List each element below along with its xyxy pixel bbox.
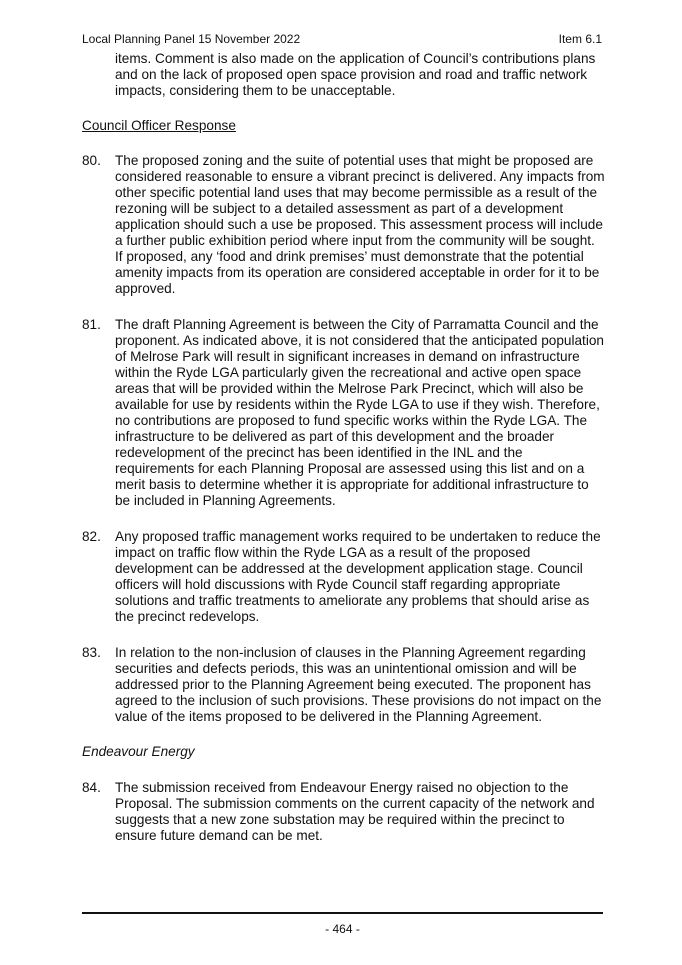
footer-divider bbox=[82, 912, 603, 914]
paragraph-number: 82. bbox=[82, 529, 101, 544]
paragraph-text: Any proposed traffic management works required to be undertaken to reduce the impact on traffic flow within the Ryde LGA as a result of the proposed development can be addressed at the development application stage. Council officers will hold discussions with Ryde Council staff regarding appropriate solutions and traffic treatments to ameliorate any problems that should arise as the precinct redevelops. bbox=[115, 529, 601, 624]
council-officer-response-heading: Council Officer Response bbox=[82, 118, 236, 133]
paragraph-number: 83. bbox=[82, 645, 101, 660]
header-meeting: Local Planning Panel 15 November 2022 bbox=[82, 32, 301, 46]
document-body bbox=[82, 51, 605, 844]
continuation-paragraph: items. Comment is also made on the application of Council’s contributions plans and on the lack of proposed open space provision and road and traffic network impacts, considering them to be unacceptable. bbox=[115, 51, 596, 98]
paragraph-number: 80. bbox=[82, 153, 101, 168]
paragraph-text: The draft Planning Agreement is between the City of Parramatta Council and the proponent. As indicated above, it is not considered that the anticipated population of Melrose Park will result in significant increases in demand on infrastructure within the Ryde LGA particularly given the recreational and active open space areas that will be provided within the Melrose Park Precinct, which will also be available for use by residents within the Ryde LGA to use if they wish. Therefore, no contributions are proposed to fund specific works within the Ryde LGA. The infrastructure to be delivered as part of this development and the broader redevelopment of the precinct has been identified in the INL and the requirements for each Planning Proposal are assessed using this list and on a merit basis to determine whether it is appropriate for additional infrastructure to be included in Planning Agreements. bbox=[115, 317, 604, 508]
paragraph-text: The proposed zoning and the suite of potential uses that might be proposed are considered reasonable to ensure a vibrant precinct is delivered. Any impacts from other specific potential land uses that may become permissible as a result of the rezoning will be subject to a detailed assessment as part of a development application should such a use be proposed. This assessment process will include a further public exhibition period where input from the community will be sought. If proposed, any ‘food and drink premises’ must demonstrate that the potential amenity impacts from its operation are considered acceptable in order for it to be approved. bbox=[115, 153, 605, 296]
paragraph-82 bbox=[82, 529, 605, 625]
paragraph-number: 84. bbox=[82, 780, 101, 795]
paragraph-84 bbox=[82, 780, 605, 844]
endeavour-energy-heading: Endeavour Energy bbox=[82, 744, 195, 759]
paragraph-number: 81. bbox=[82, 317, 101, 332]
header-item-number: Item 6.1 bbox=[558, 32, 602, 46]
paragraph-text: The submission received from Endeavour Energy raised no objection to the Proposal. The submission comments on the current capacity of the network and suggests that a new zone substation may be required within the precinct to ensure future demand can be met. bbox=[115, 780, 595, 843]
paragraph-83 bbox=[82, 645, 605, 725]
paragraph-80 bbox=[82, 153, 605, 297]
paragraph-81 bbox=[82, 317, 605, 509]
page-number: - 464 - bbox=[325, 922, 360, 936]
paragraph-text: In relation to the non-inclusion of clauses in the Planning Agreement regarding securities and defects periods, this was an unintentional omission and will be addressed prior to the Planning Agreement being executed. The proponent has agreed to the inclusion of such provisions. These provisions do not impact on the value of the items proposed to be delivered in the Planning Agreement. bbox=[115, 645, 602, 724]
